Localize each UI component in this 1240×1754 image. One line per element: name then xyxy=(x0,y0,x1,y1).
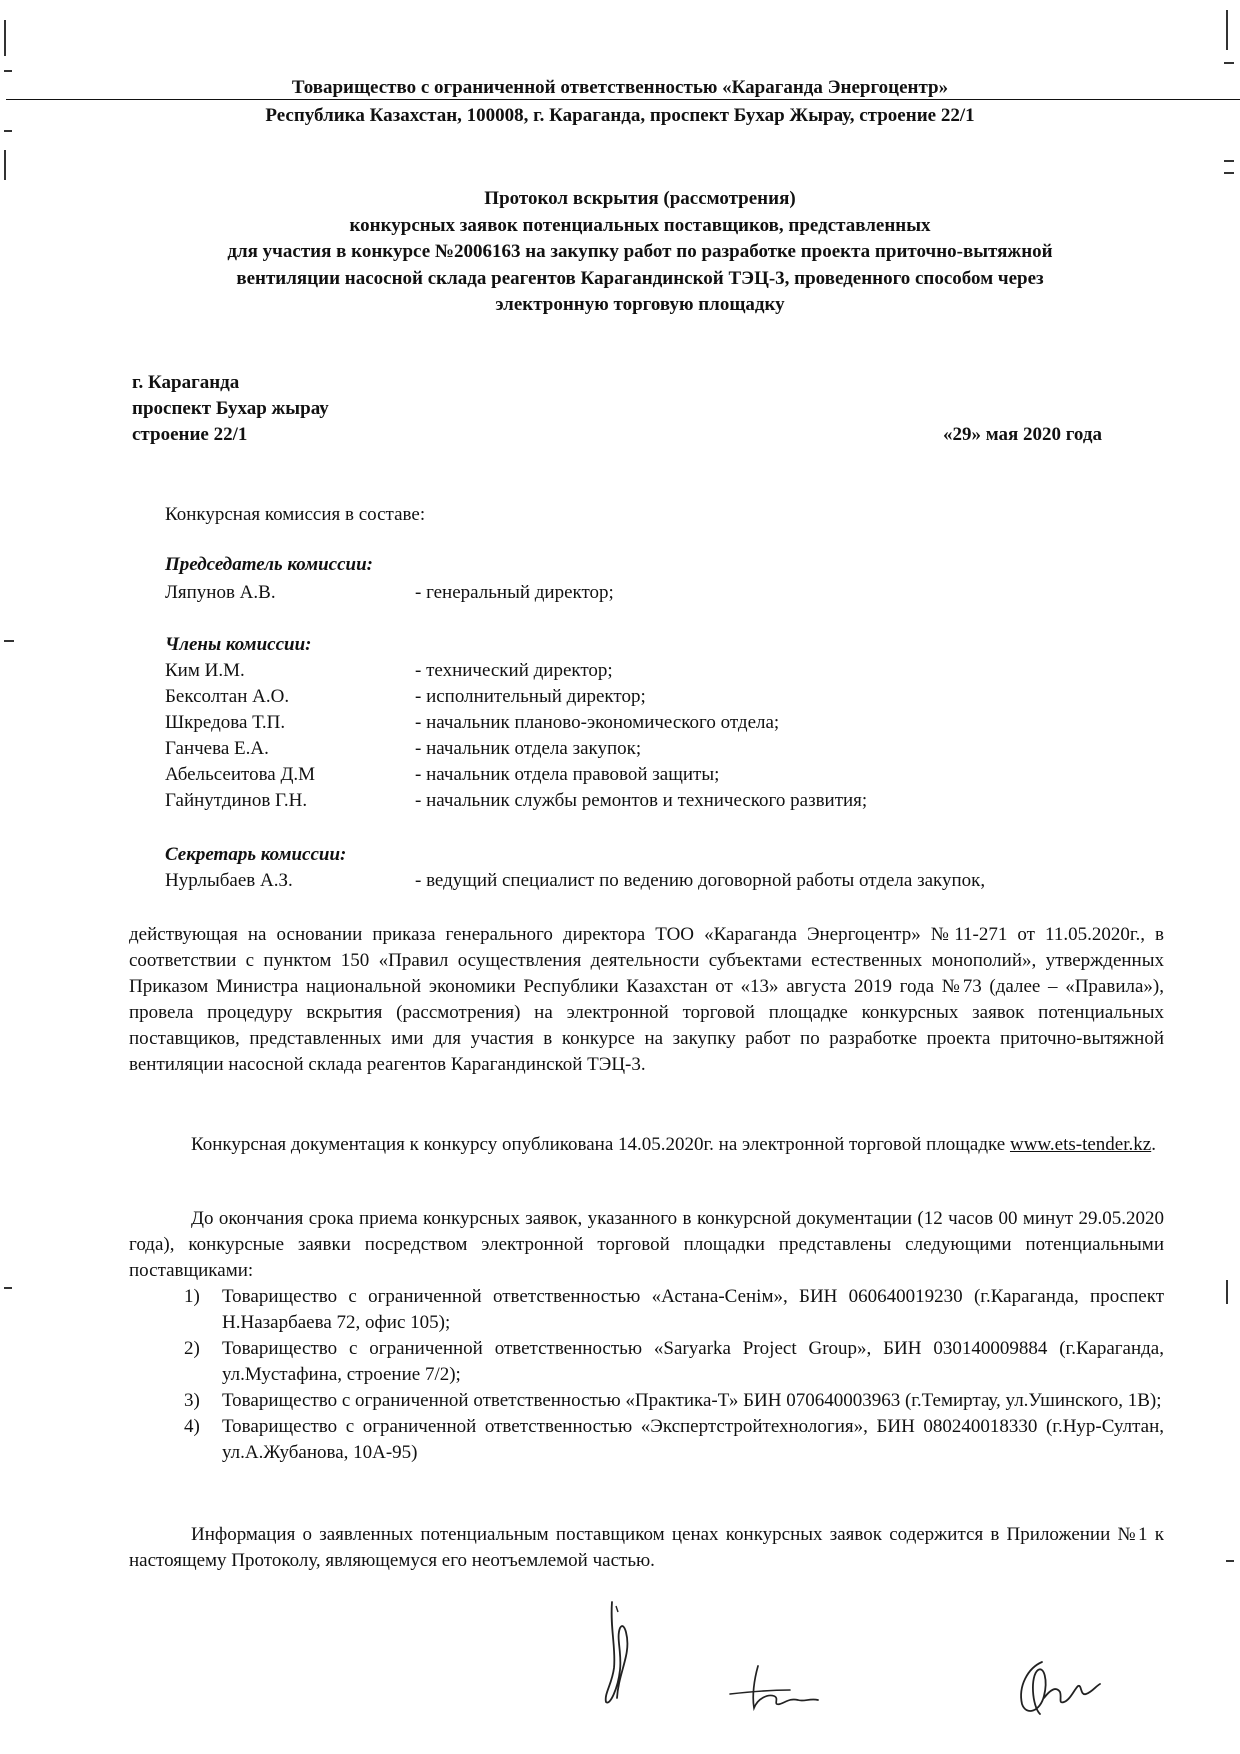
member-role: - исполнительный директор; xyxy=(415,686,646,707)
member-name: Ляпунов А.В. xyxy=(165,582,276,603)
member-name: Нурлыбаев А.З. xyxy=(165,870,293,891)
member-role: - начальник отдела закупок; xyxy=(415,738,642,759)
list-item xyxy=(129,1388,1164,1414)
title-line: вентиляции насосной склада реагентов Карагандинской ТЭЦ-3, проведенного способом через xyxy=(236,267,1044,289)
document-date: «29» мая 2020 года xyxy=(942,424,1102,445)
place-line: строение 22/1 xyxy=(132,424,248,445)
scan-edge-mark xyxy=(1224,172,1234,174)
scan-edge-mark xyxy=(4,70,12,72)
supplier-text: Товарищество с ограниченной ответственностью «Практика-Т» БИН 070640003963 (г.Темиртау, ул.Ушинского, 1В); xyxy=(222,1390,1162,1411)
member-row xyxy=(165,658,1115,683)
documentation-text: Конкурсная документация к конкурсу опубликована 14.05.2020г. на электронной торговой площадке xyxy=(191,1134,1006,1155)
paragraph-end: . xyxy=(1151,1134,1156,1155)
place-line: г. Караганда xyxy=(132,372,240,393)
document-title xyxy=(140,186,1140,319)
deadline-paragraph: До окончания срока приема конкурсных заявок, указанного в конкурсной документации (12 часов 00 минут 29.05.2020 года), конкурсные заявки посредством электронной торговой площадки представлены следующими потенциальными поставщиками: xyxy=(129,1208,1164,1281)
member-row xyxy=(165,684,1115,709)
supplier-text: Товарищество с ограниченной ответственностью «Экспертстройтехнология», БИН 080240018330 (г.Нур-Султан, ул.А.Жубанова, 10А-95) xyxy=(222,1416,1164,1463)
signature-member xyxy=(728,1656,823,1716)
list-item xyxy=(129,1414,1164,1466)
scan-edge-mark xyxy=(4,130,12,132)
list-item xyxy=(129,1284,1164,1336)
member-name: Ким И.М. xyxy=(165,660,245,681)
ets-tender-link[interactable]: www.ets-tender.kz xyxy=(1009,1134,1152,1155)
supplier-text: Товарищество с ограниченной ответственностью «Астана-Сенiм», БИН 060640019230 (г.Караганда, проспект Н.Назарбаева 72, офис 105); xyxy=(222,1286,1164,1333)
member-row xyxy=(165,762,1115,787)
member-role: - начальник службы ремонтов и технического развития; xyxy=(415,790,868,811)
signature-chairman xyxy=(590,1598,640,1708)
organization-name: Товарищество с ограниченной ответственностью «Караганда Энергоцентр» xyxy=(291,77,949,98)
member-role: - начальник отдела правовой защиты; xyxy=(415,764,720,785)
procedure-paragraph: действующая на основании приказа генерального директора ТОО «Караганда Энергоцентр» №11-271 от 11.05.2020г., в соответствии с пунктом 150 «Правил осуществления деятельности субъектами естественных монополий», утвержденных Приказом Министра национальной экономики Республики Казахстан от «13» августа 2019 года №73 (далее – «Правила»), провела процедуру вскрытия (рассмотрения) на электронной торговой площадке конкурсных заявок потенциальных поставщиков, представленных ими для участия в конкурсе на закупку работ по разработке проекта приточно-вытяжной вентиляции насосной склада реагентов Карагандинской ТЭЦ-3. xyxy=(129,924,1164,1075)
scan-edge-mark xyxy=(1226,10,1228,50)
documentation-paragraph xyxy=(129,1132,1164,1158)
member-role: - генеральный директор; xyxy=(415,582,614,603)
organization-address: Республика Казахстан, 100008, г. Караганда, проспект Бухар Жырау, строение 22/1 xyxy=(265,105,975,126)
supplier-text: Товарищество с ограниченной ответственностью «Saryarka Project Group», БИН 030140009884 (г.Караганда, ул.Мустафина, строение 7/2); xyxy=(222,1338,1164,1385)
member-name: Ганчева Е.А. xyxy=(165,738,269,759)
scan-edge-mark xyxy=(1224,160,1234,162)
member-row xyxy=(165,788,1115,813)
scan-edge-mark xyxy=(4,1287,12,1289)
member-name: Шкредова Т.П. xyxy=(165,712,286,733)
secretary-row xyxy=(165,868,1115,893)
scan-edge-mark xyxy=(4,640,14,642)
list-item xyxy=(129,1336,1164,1388)
scan-edge-mark xyxy=(1226,1560,1234,1562)
appendix-paragraph: Информация о заявленных потенциальным поставщиком ценах конкурсных заявок содержится в Приложении №1 к настоящему Протоколу, являющемуся его неотъемлемой частью. xyxy=(129,1524,1164,1571)
secretary-heading: Секретарь комиссии: xyxy=(165,844,347,865)
document-place xyxy=(132,370,329,448)
member-name: Бексолтан А.О. xyxy=(165,686,290,707)
list-number: 1) xyxy=(184,1286,200,1307)
title-line: для участия в конкурсе №2006163 на закупку работ по разработке проекта приточно-вытяжной xyxy=(227,241,1053,262)
member-name: Гайнутдинов Г.Н. xyxy=(165,790,308,811)
chairman-heading: Председатель комиссии: xyxy=(165,554,373,575)
list-number: 2) xyxy=(184,1338,200,1359)
signature-secretary xyxy=(1004,1656,1104,1726)
member-role: - ведущий специалист по ведению договорной работы отдела закупок, xyxy=(415,870,986,891)
member-row xyxy=(165,736,1115,761)
member-name: Абельсеитова Д.М xyxy=(165,764,316,785)
member-role: - начальник планово-экономического отдела; xyxy=(415,712,780,733)
scan-edge-mark xyxy=(4,150,6,180)
scan-edge-mark xyxy=(4,20,6,56)
title-line: Протокол вскрытия (рассмотрения) xyxy=(484,188,796,209)
list-number: 3) xyxy=(184,1390,200,1411)
member-row xyxy=(165,710,1115,735)
place-line: проспект Бухар жырау xyxy=(132,398,329,419)
list-number: 4) xyxy=(184,1416,200,1437)
title-line: электронную торговую площадку xyxy=(495,294,785,315)
chairman-row xyxy=(165,580,1115,605)
scan-edge-mark xyxy=(1226,1280,1228,1304)
suppliers-list xyxy=(129,1284,1164,1466)
members-heading: Члены комиссии: xyxy=(165,634,312,655)
scan-edge-mark xyxy=(1224,62,1234,64)
member-role: - технический директор; xyxy=(415,660,613,681)
commission-intro: Конкурсная комиссия в составе: xyxy=(165,504,426,525)
title-line: конкурсных заявок потенциальных поставщиков, представленных xyxy=(349,214,931,236)
header-divider xyxy=(6,99,1240,100)
